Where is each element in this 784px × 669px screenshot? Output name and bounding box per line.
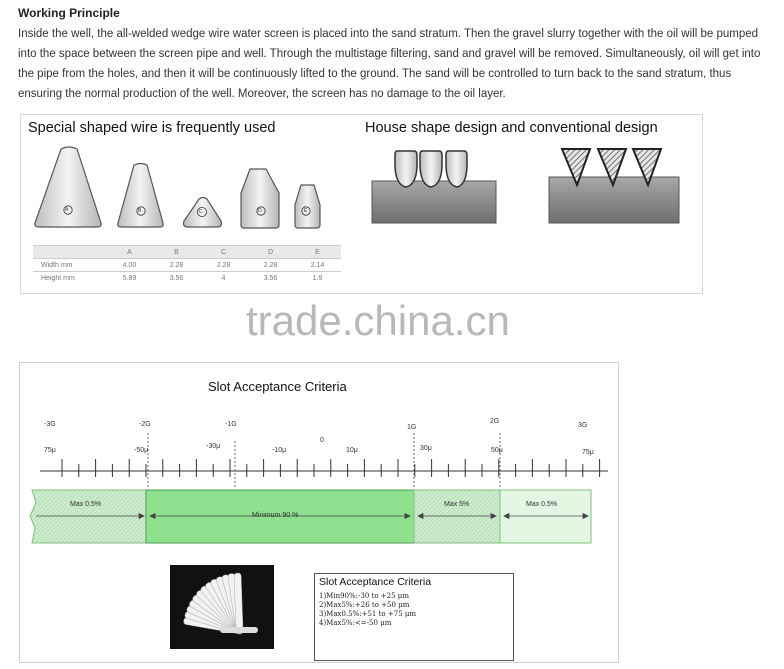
table-cell: 3.56 [247,272,294,285]
criteria-figure-title: Slot Acceptance Criteria [208,379,347,394]
gauge-label: -2G [139,421,151,428]
wire-dimension-table [33,245,341,284]
criteria-line: 2)Max5%:+26 to +50 μm [319,601,410,609]
micron-label: -30μ [206,443,221,450]
watermark: trade.china.cn [246,297,510,344]
table-cell: 2.28 [247,259,294,272]
table-header-cell: E [294,246,341,259]
micron-label: 50μ [491,447,503,454]
description-paragraph: Inside the well, the all-welded wedge wire water screen is placed into the sand stratum. Then the gravel slurry together with the oil will be pumped into the space between the screen pipe and well. Through the multistage filtering, sand and gravel will be removed. Simultaneously, oil will get into the pipe from the holes, and then it will be continuously lifted to the ground. The sand will be controlled to turn back to the sand stratum, thus ensuring the normal production of the well. Moreover, the screen has no damage to the oil layer. [18,28,761,100]
gauge-label: 3G [578,422,588,429]
micron-label: 30μ [420,445,432,452]
table-header-cell [33,246,106,259]
table-cell: 3.56 [153,272,200,285]
table-header-cell: D [247,246,294,259]
band-label: Minimum 90 % [252,512,299,519]
shape-label-e: E [304,208,308,214]
shape-label-b: B [138,208,142,214]
table-cell: 1.9 [294,272,341,285]
gauge-label: 1G [407,424,417,431]
feeler-gauge-photo [170,565,274,649]
micron-label: -50μ [134,447,149,454]
micron-label: 10μ [346,447,358,454]
left-figure-title: Special shaped wire is frequently used [28,120,276,136]
criteria-legend-box [314,573,514,661]
criteria-line: 1)Min90%:-30 to +25 μm [319,592,409,600]
slot-acceptance-figure [19,362,619,663]
table-cell: 4.00 [106,259,153,272]
shape-label-a: A [65,207,69,213]
gauge-label: -3G [44,421,56,428]
criteria-box-title: Slot Acceptance Criteria [319,576,432,588]
micron-label: 75μ [582,449,594,456]
table-cell: 2.28 [153,259,200,272]
table-cell: 4 [200,272,247,285]
table-cell: Height mm [33,272,106,285]
micron-label: 0 [320,437,324,444]
section-heading: Working Principle [18,6,120,20]
table-header-cell: C [200,246,247,259]
table-cell: 2.14 [294,259,341,272]
gauge-label: 2G [490,418,500,425]
table-cell: Width mm [33,259,106,272]
right-figure-title: House shape design and conventional design [365,120,658,136]
criteria-line: 4)Max5%:<=-50 μm [319,619,392,627]
shape-label-c: C [199,209,203,215]
gauge-label: -1G [225,421,237,428]
table-header-cell: B [153,246,200,259]
shape-label-d: D [258,208,262,214]
table-cell: 5.89 [106,272,153,285]
wire-shapes-figure [20,114,703,294]
micron-label: -10μ [272,447,287,454]
criteria-line: 3)Max0.5%:+51 to +75 μm [319,610,417,618]
band-label: Max 0.5% [526,501,558,508]
table-cell: 2.28 [200,259,247,272]
band-label: Max 0.5% [70,501,102,508]
table-header-cell: A [106,246,153,259]
band-label: Max 5% [444,501,470,508]
micron-label: 75μ [44,447,56,454]
